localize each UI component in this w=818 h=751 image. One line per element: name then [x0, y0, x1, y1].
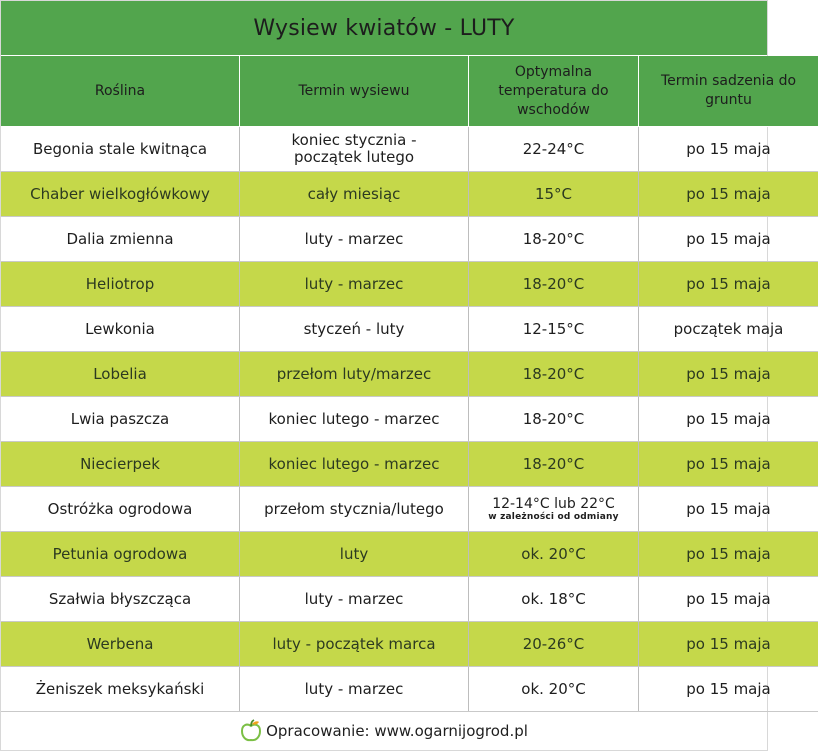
cell-sowing: cały miesiąc: [240, 172, 469, 217]
cell-plant: Lobelia: [1, 352, 240, 397]
header-planting: Termin sadzenia do gruntu: [639, 56, 818, 127]
apple-logo-icon: [240, 719, 262, 743]
cell-planting: po 15 maja: [639, 397, 818, 442]
table-row: [1, 172, 818, 217]
table-row: [1, 262, 818, 307]
cell-planting: po 15 maja: [639, 487, 818, 532]
header-sowing: Termin wysiewu: [240, 56, 469, 127]
cell-sowing: przełom stycznia/lutego: [240, 487, 469, 532]
page-title: Wysiew kwiatów - LUTY: [1, 1, 767, 55]
table-header-row: [1, 56, 818, 127]
table-row: [1, 532, 818, 577]
temperature-note: w zależności od odmiany: [488, 512, 619, 522]
cell-planting: po 15 maja: [639, 622, 818, 667]
cell-plant: Niecierpek: [1, 442, 240, 487]
table-row: [1, 442, 818, 487]
cell-planting: po 15 maja: [639, 172, 818, 217]
header-plant: Roślina: [1, 56, 240, 127]
table-row: [1, 622, 818, 667]
cell-sowing: luty: [240, 532, 469, 577]
table-row: [1, 217, 818, 262]
cell-plant: Szałwia błyszcząca: [1, 577, 240, 622]
cell-temperature: 18-20°C: [469, 442, 639, 487]
cell-planting: po 15 maja: [639, 532, 818, 577]
cell-plant: Lewkonia: [1, 307, 240, 352]
cell-temperature: 18-20°C: [469, 352, 639, 397]
cell-planting: po 15 maja: [639, 352, 818, 397]
cell-temperature: [469, 487, 639, 532]
cell-temperature: 18-20°C: [469, 217, 639, 262]
cell-temperature: ok. 20°C: [469, 667, 639, 712]
cell-temperature: 18-20°C: [469, 397, 639, 442]
cell-temperature: 18-20°C: [469, 262, 639, 307]
temperature-value: 12-14°C lub 22°C: [492, 496, 615, 512]
cell-plant: Heliotrop: [1, 262, 240, 307]
table-row: [1, 667, 818, 712]
cell-plant: Werbena: [1, 622, 240, 667]
table-row: [1, 577, 818, 622]
cell-sowing: luty - marzec: [240, 262, 469, 307]
cell-planting: początek maja: [639, 307, 818, 352]
cell-plant: Chaber wielkogłówkowy: [1, 172, 240, 217]
cell-sowing: koniec lutego - marzec: [240, 442, 469, 487]
cell-temperature: 15°C: [469, 172, 639, 217]
cell-temperature: 12-15°C: [469, 307, 639, 352]
cell-sowing: koniec stycznia - początek lutego: [240, 127, 469, 172]
cell-plant: Żeniszek meksykański: [1, 667, 240, 712]
cell-planting: po 15 maja: [639, 217, 818, 262]
sowing-table: [1, 56, 818, 712]
cell-temperature: 22-24°C: [469, 127, 639, 172]
cell-sowing: luty - marzec: [240, 577, 469, 622]
cell-sowing: luty - marzec: [240, 667, 469, 712]
header-temperature: Optymalna temperatura do wschodów: [469, 56, 639, 127]
table-body: [1, 127, 818, 712]
cell-temperature: ok. 20°C: [469, 532, 639, 577]
cell-planting: po 15 maja: [639, 577, 818, 622]
cell-planting: po 15 maja: [639, 262, 818, 307]
table-row: [1, 352, 818, 397]
cell-sowing: styczeń - luty: [240, 307, 469, 352]
cell-sowing: luty - marzec: [240, 217, 469, 262]
table-row: [1, 487, 818, 532]
cell-sowing: przełom luty/marzec: [240, 352, 469, 397]
cell-planting: po 15 maja: [639, 127, 818, 172]
cell-plant: Dalia zmienna: [1, 217, 240, 262]
cell-sowing: luty - początek marca: [240, 622, 469, 667]
footer: [1, 712, 767, 750]
cell-plant: Begonia stale kwitnąca: [1, 127, 240, 172]
cell-planting: po 15 maja: [639, 667, 818, 712]
cell-plant: Lwia paszcza: [1, 397, 240, 442]
table-row: [1, 307, 818, 352]
cell-plant: Ostróżka ogrodowa: [1, 487, 240, 532]
footer-text: Opracowanie: www.ogarnijogrod.pl: [266, 722, 528, 740]
table-row: [1, 397, 818, 442]
cell-plant: Petunia ogrodowa: [1, 532, 240, 577]
table-row: [1, 127, 818, 172]
cell-planting: po 15 maja: [639, 442, 818, 487]
cell-temperature: ok. 18°C: [469, 577, 639, 622]
cell-temperature: 20-26°C: [469, 622, 639, 667]
cell-sowing: koniec lutego - marzec: [240, 397, 469, 442]
